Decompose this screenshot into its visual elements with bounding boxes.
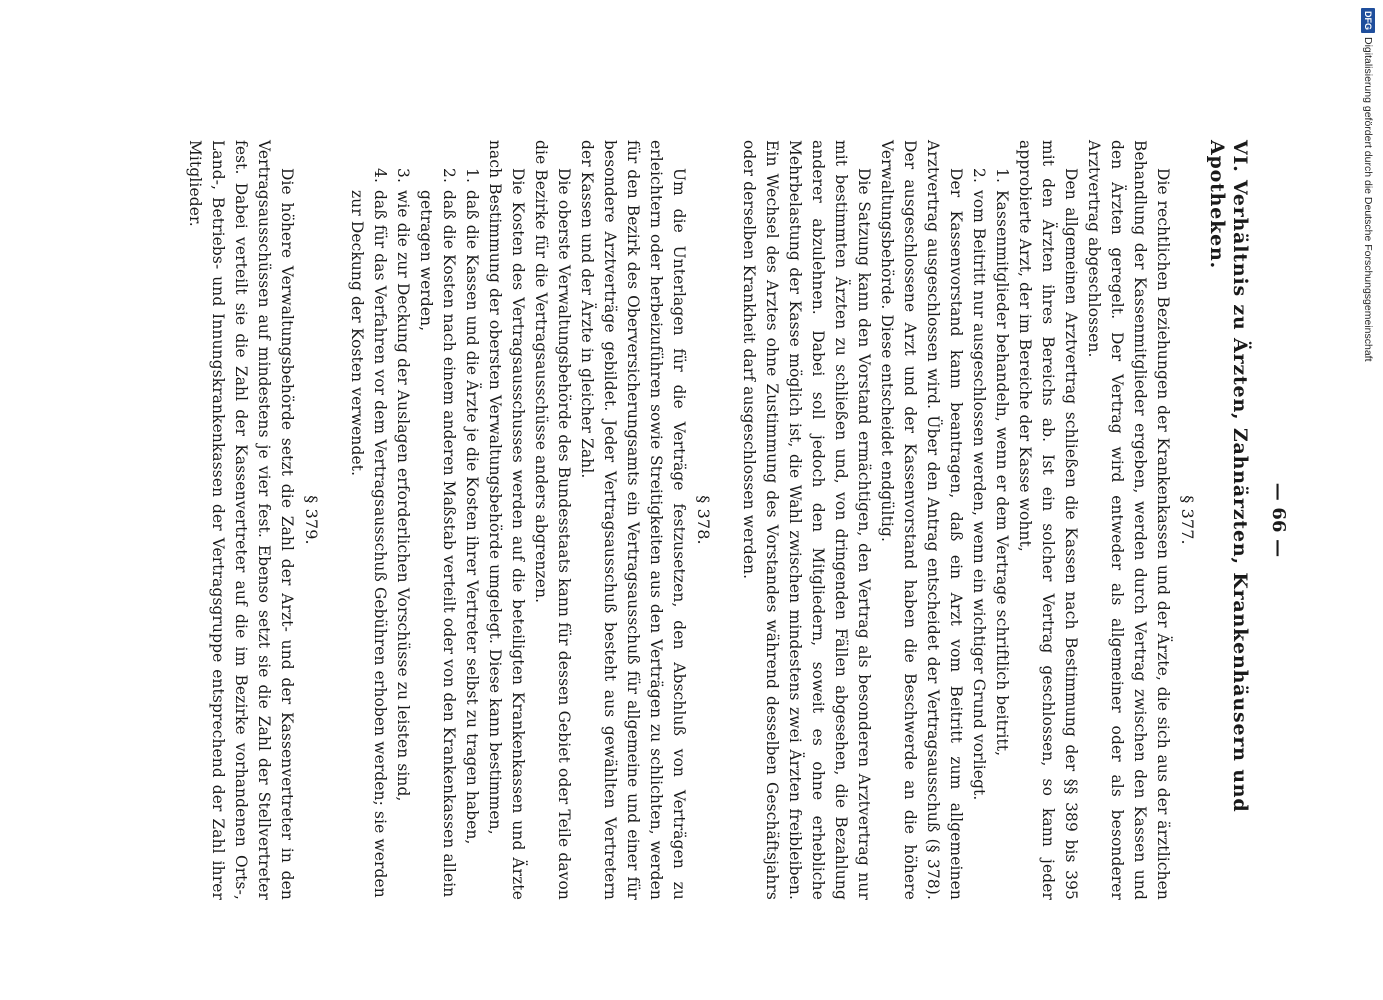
list-item-text: wie die zur Deckung der Auslagen erforderlichen Vorschüsse zu leisten sind, bbox=[394, 190, 412, 802]
section-377-paragraph: Der Kassenvorstand kann beantragen, daß ein Arzt vom Beitritt zum allgemeinen Arztvertrag ausgeschlossen wird. Über den Antrag entscheidet der Vertragsausschuß (§ 378). Der ausgeschlossene Arzt und der Kassenvorstand haben die Beschwerde an die höhere Verwaltungsbehörde. Diese entscheidet endgültig. bbox=[878, 140, 965, 900]
scanned-page bbox=[100, 140, 1290, 900]
section-377-paragraph: Die rechtlichen Beziehungen der Krankenkassen und der Ärzte, die sich aus der ärztlichen Behandlung der Kassenmitglieder ergeben, werden durch Vertrag zwischen den Kassen und den Ärzten geregelt. Der Vertrag wird entweder als allgemeiner oder als besonderer Arztvertrag abgeschlossen. bbox=[1085, 140, 1172, 900]
list-item-number: 2. bbox=[970, 168, 988, 183]
list-item-number: 1. bbox=[463, 168, 481, 183]
list-item bbox=[414, 140, 460, 900]
section-379-paragraph: Die höhere Verwaltungsbehörde setzt die Zahl der Arzt- und der Kassenvertreter in den Vertragsausschüssen auf mindestens je vier fest. Ebenso setzt sie die Zahl der Stellvertreter fest. Dabei verteilt sie die Zahl der Kassenvertreter auf die im Bezirke vorhandenen Orts-, Land-, Betriebs- und Innungskrankenkassen der Vertragsgruppe entsprechend der Zahl ihrer Mitglieder. bbox=[186, 140, 296, 900]
page-number: — 66 — bbox=[1268, 482, 1289, 558]
section-377-list bbox=[967, 140, 1013, 900]
credit-text: Digitalisierung gefördert durch die Deutsche Forschungsgemeinschaft bbox=[1362, 37, 1374, 362]
section-378-paragraph: Um die Unterlagen für die Verträge festzusetzen, den Abschluß von Verträgen zu erleichtern oder herbeizuführen sowie Streitigkeiten aus den Verträgen zu schlichten, werden für den Bezirk des Oberversicherungsamts ein Vertragsausschuß für allgemeine und einer für besondere Arztverträge gebildet. Jeder Vertragsausschuß besteht aus gewählten Vertretern der Kassen und der Ärzte in gleicher Zahl. bbox=[578, 140, 688, 900]
list-item bbox=[990, 140, 1013, 900]
list-item-text: daß die Kosten nach einem anderen Maßstab verteilt oder von den Krankenkassen allein getragen werden, bbox=[417, 190, 458, 898]
list-item-text: vom Beitritt nur ausgeschlossen werden, wenn ein wichtiger Grund vorliegt. bbox=[970, 190, 988, 801]
list-item-number: 3. bbox=[394, 168, 412, 183]
section-377-heading: § 377. bbox=[1178, 495, 1197, 545]
list-item-number: 1. bbox=[993, 168, 1011, 183]
list-item-text: daß die Kassen und die Ärzte je die Kosten ihrer Vertreter selbst zu tragen haben, bbox=[463, 190, 481, 845]
section-378-paragraph: Die Kosten des Vertragsausschusses werden auf die beteiligten Krankenkassen und Ärzte nach Bestimmung der obersten Verwaltungsbehörde umgelegt. Diese kann bestimmen, bbox=[486, 140, 527, 900]
list-item bbox=[460, 140, 483, 900]
list-item bbox=[967, 140, 990, 900]
section-377-paragraph: Den allgemeinen Arztvertrag schließen die Kassen nach Bestimmung der §§ 389 bis 395 mit den Ärzten ihres Bereichs ab. Ist ein solcher Vertrag geschlossen, so kann jeder approbierte Arzt, der im Bereiche der Kasse wohnt, bbox=[1016, 140, 1080, 900]
digitization-credit bbox=[1357, 8, 1379, 608]
list-item-text: daß für das Verfahren vor dem Vertragsausschuß Gebühren erhoben werden; sie werden zur Deckung der Kosten verwendet. bbox=[348, 190, 389, 898]
list-item bbox=[345, 140, 391, 900]
section-378-paragraph: Die oberste Verwaltungsbehörde des Bundesstaats kann für dessen Gebiet oder Teile davon die Bezirke für die Vertragsausschüsse anders abgrenzen. bbox=[532, 140, 573, 900]
section-377-paragraph: Die Satzung kann den Vorstand ermächtigen, den Vertrag als besonderen Arztvertrag nur mit bestimmten Ärzten zu schließen und, von dringenden Fällen abgesehen, die Bezahlung anderer abzulehnen. Dabei soll jedoch den Mitgliedern, soweit es ohne erhebliche Mehrbelastung der Kasse möglich ist, die Wahl zwischen mindestens zwei Ärzten freibleiben. Ein Wechsel des Arztes ohne Zustimmung des Vorstandes während desselben Geschäftsjahrs oder derselben Krankheit darf ausgeschlossen werden. bbox=[740, 140, 873, 900]
section-378-list bbox=[345, 140, 483, 900]
list-item-number: 2. bbox=[440, 168, 458, 183]
section-379-heading: § 379. bbox=[302, 495, 321, 545]
dfg-logo-icon: DFG bbox=[1361, 8, 1375, 33]
chapter-heading: VI. Verhältnis zu Ärzten, Zahnärzten, Krankenhäusern und Apotheken. bbox=[1206, 140, 1251, 813]
list-item-number: 4. bbox=[371, 168, 389, 183]
list-item bbox=[391, 140, 414, 900]
section-378-heading: § 378. bbox=[694, 495, 713, 545]
list-item-text: Kassenmitglieder behandeln, wenn er dem Vertrage schriftlich beitritt, bbox=[993, 190, 1011, 757]
